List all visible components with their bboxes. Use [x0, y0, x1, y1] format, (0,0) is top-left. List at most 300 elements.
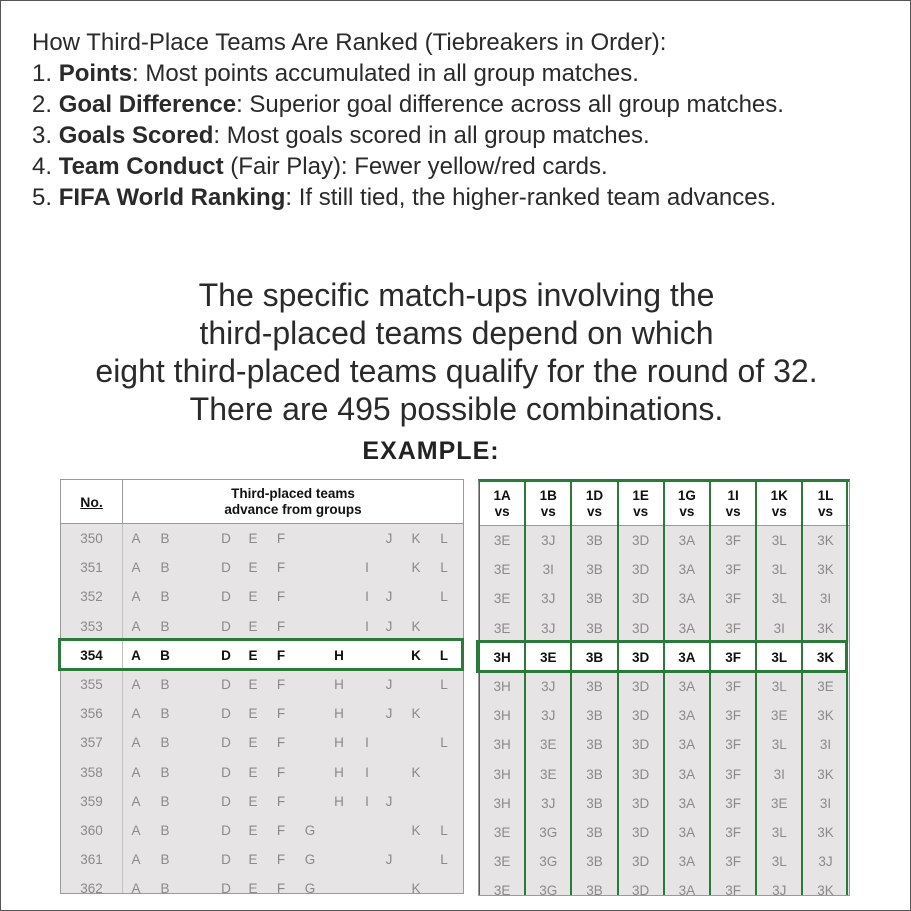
rule-4: 4. Team Conduct (Fair Play): Fewer yellow/red cards.	[32, 153, 608, 180]
group-letter: L	[440, 677, 448, 692]
matchup-cell: 3B	[586, 854, 603, 870]
group-letter: B	[160, 823, 170, 838]
group-letter: D	[221, 706, 231, 722]
table-row	[61, 699, 463, 729]
matchup-cell: 3A	[678, 533, 696, 548]
group-letter: J	[385, 531, 393, 546]
matchup-cell: 3A	[678, 854, 696, 870]
matchup-cell: 3B	[586, 737, 603, 753]
group-letter: B	[160, 589, 170, 605]
group-letter: A	[131, 706, 141, 722]
group-letter	[300, 524, 320, 553]
matchup-cell: 3A	[678, 795, 696, 811]
group-letter: E	[248, 852, 258, 868]
matchup-cell: 3E	[817, 679, 834, 694]
matchup-cell: 3B	[586, 620, 603, 636]
explanation-line: There are 495 possible combinations.	[189, 391, 724, 427]
matchup-cell: 3B	[586, 883, 603, 896]
group-letter: B	[160, 764, 170, 780]
group-letter: H	[334, 706, 344, 722]
group-letter: K	[411, 560, 421, 576]
group-letter	[183, 612, 203, 641]
matchup-cell: 3A	[678, 766, 696, 782]
matchup-cell: 3F	[725, 679, 741, 694]
matchup-cell: 3J	[818, 854, 833, 870]
matchup-cell: 3B	[586, 795, 603, 811]
matchup-cell: 3D	[632, 825, 650, 840]
column-divider	[846, 482, 848, 895]
group-letter: F	[276, 793, 286, 809]
group-letter	[379, 874, 399, 894]
group-letter: E	[248, 793, 258, 809]
group-letter: L	[439, 647, 449, 663]
row-number: 357	[80, 735, 103, 751]
group-letter: F	[276, 764, 286, 780]
matchup-column-header: 1I vs	[725, 487, 741, 519]
matchup-cell: 3H	[493, 737, 511, 753]
group-letter: A	[131, 618, 141, 634]
matchup-cell: 3F	[725, 620, 741, 636]
matchup-cell: 3L	[771, 649, 788, 665]
matchup-cell: 3L	[771, 533, 787, 548]
group-letter	[406, 787, 426, 816]
group-letter: F	[276, 852, 286, 868]
group-letter: D	[221, 618, 231, 634]
group-letter: B	[160, 881, 170, 894]
group-letter: A	[131, 735, 141, 751]
group-letter: L	[440, 735, 448, 751]
group-letter: K	[411, 706, 421, 722]
matchup-cell: 3D	[632, 737, 650, 753]
column-divider	[709, 482, 711, 895]
matchup-cell: 3J	[541, 591, 556, 607]
group-letter	[300, 758, 320, 787]
column-divider	[663, 482, 665, 895]
group-letter: D	[221, 881, 231, 894]
group-letter: F	[276, 881, 286, 894]
group-letter: G	[304, 823, 316, 838]
matchup-cell: 3E	[540, 649, 557, 665]
group-letter: I	[365, 764, 369, 780]
group-letter: J	[385, 852, 393, 868]
row-number: 354	[80, 647, 103, 663]
group-letter	[300, 728, 320, 757]
group-letter: I	[365, 560, 369, 576]
group-letter	[183, 524, 203, 553]
matchup-cell: 3L	[771, 737, 787, 753]
group-letter	[357, 524, 377, 553]
matchup-cell: 3E	[540, 766, 557, 782]
matchup-cell: 3A	[678, 649, 696, 665]
column-divider	[755, 482, 757, 895]
group-letter: B	[160, 706, 170, 722]
matchup-cell: 3D	[632, 591, 650, 607]
matchup-cell: 3I	[773, 620, 785, 636]
group-letter: F	[276, 647, 286, 663]
group-letter: A	[131, 881, 141, 894]
group-letter: E	[248, 881, 258, 894]
matchup-cell: 3B	[586, 825, 603, 840]
group-letter	[329, 612, 349, 641]
group-letter: F	[276, 706, 286, 722]
rule-5: 5. FIFA World Ranking: If still tied, the higher-ranked team advances.	[32, 184, 777, 211]
group-letter: A	[131, 560, 141, 576]
matchup-cell: 3D	[632, 708, 650, 724]
group-letter: J	[385, 793, 393, 809]
matchup-cell: 3H	[493, 649, 511, 665]
matchup-cell: 3K	[817, 708, 834, 724]
matchup-cell: 3A	[678, 620, 696, 636]
group-letter: D	[221, 793, 231, 809]
group-letter: H	[334, 735, 344, 751]
group-letter	[183, 699, 203, 728]
example-heading: EXAMPLE:	[362, 437, 500, 465]
group-letter: B	[160, 560, 170, 576]
matchup-cell: 3F	[725, 533, 741, 548]
matchup-cell: 3E	[493, 854, 511, 870]
matchup-cell: 3A	[678, 737, 696, 753]
group-letter	[406, 728, 426, 757]
matchup-cell: 3I	[819, 737, 832, 753]
group-letter: D	[221, 531, 231, 546]
group-letter: I	[365, 589, 369, 605]
matchup-cell: 3D	[632, 620, 650, 636]
matchup-cell: 3F	[725, 825, 741, 840]
row-number: 351	[80, 560, 103, 576]
row-number: 353	[80, 618, 103, 634]
group-letter: K	[411, 881, 421, 894]
matchup-cell: 3B	[586, 533, 603, 548]
group-letter	[183, 670, 203, 699]
matchup-column-header: 1L vs	[817, 487, 834, 519]
row-number: 356	[80, 706, 103, 722]
group-letter: E	[248, 618, 258, 634]
group-letter	[406, 582, 426, 611]
group-letter	[379, 758, 399, 787]
matchup-column-header: 1G vs	[677, 487, 696, 519]
matchup-cell: 3E	[771, 795, 788, 811]
group-letter	[183, 553, 203, 582]
matchup-cell: 3L	[771, 562, 787, 578]
group-letter: B	[160, 647, 170, 663]
group-letter: A	[131, 793, 141, 809]
table-row	[61, 524, 463, 554]
matchup-cell: 3H	[493, 795, 511, 811]
matchup-cell: 3J	[541, 708, 556, 724]
group-letter: B	[160, 735, 170, 751]
matchup-cell: 3I	[542, 562, 554, 578]
matchup-cell: 3E	[493, 825, 511, 840]
group-letter: F	[276, 589, 286, 605]
matchup-column-header: 1D vs	[585, 487, 604, 519]
matchup-cell: 3B	[586, 708, 603, 724]
group-letter: E	[248, 677, 258, 692]
groups-column-header: Third-placed teams advance from groups	[224, 485, 362, 517]
group-letter	[183, 816, 203, 845]
group-letter: B	[160, 852, 170, 868]
matchup-cell: 3E	[493, 562, 511, 578]
group-letter: E	[248, 647, 258, 663]
group-letter: J	[385, 706, 393, 722]
matchup-cell: 3A	[678, 708, 696, 724]
group-letter: F	[276, 677, 286, 692]
matchups-table	[478, 479, 850, 896]
group-letter: L	[440, 531, 448, 546]
group-letter: D	[221, 852, 231, 868]
matchup-column-header: 1A vs	[493, 487, 511, 519]
group-letter	[183, 582, 203, 611]
group-letter: K	[411, 823, 421, 838]
matchup-cell: 3L	[771, 825, 787, 840]
group-letter	[300, 670, 320, 699]
group-letter	[357, 699, 377, 728]
group-letter: A	[131, 677, 141, 692]
matchup-cell: 3D	[632, 795, 650, 811]
group-letter	[329, 845, 349, 874]
group-letter: E	[248, 823, 258, 838]
matchup-cell: 3E	[493, 883, 511, 896]
group-letter: L	[440, 852, 448, 868]
row-number: 350	[80, 531, 103, 546]
explanation-line: eight third-placed teams qualify for the round of 32.	[95, 353, 818, 389]
group-letter: B	[160, 531, 170, 546]
matchup-cell: 3F	[725, 562, 741, 578]
matchup-cell: 3F	[725, 854, 741, 870]
matchup-cell: 3G	[539, 883, 558, 896]
group-letter	[379, 728, 399, 757]
rules-title: How Third-Place Teams Are Ranked (Tiebreakers in Order):	[32, 29, 667, 56]
group-letter	[300, 553, 320, 582]
group-letter	[183, 787, 203, 816]
matchup-cell: 3B	[586, 591, 603, 607]
group-letter: D	[221, 589, 231, 605]
group-letter	[300, 612, 320, 641]
matchup-cell: 3D	[632, 562, 650, 578]
matchup-cell: 3L	[771, 679, 787, 694]
matchup-cell: 3B	[585, 649, 604, 665]
group-letter: A	[131, 852, 141, 868]
group-letter: D	[221, 764, 231, 780]
group-letter	[406, 845, 426, 874]
combinations-explanation	[1, 276, 911, 428]
group-letter: B	[160, 793, 170, 809]
group-letter: G	[304, 852, 316, 868]
group-letter: A	[131, 823, 141, 838]
row-number: 362	[80, 881, 103, 894]
group-letter: L	[440, 560, 448, 576]
group-letter: D	[221, 677, 231, 692]
matchup-column-header: 1K vs	[770, 487, 788, 519]
group-letter	[329, 582, 349, 611]
group-letter: I	[365, 618, 369, 634]
group-letter: H	[334, 647, 344, 663]
matchup-cell: 3J	[541, 620, 556, 636]
groups-table-header	[61, 480, 463, 524]
matchup-cell: 3E	[493, 591, 511, 607]
column-divider	[570, 482, 572, 895]
group-letter	[379, 816, 399, 845]
matchup-cell: 3E	[493, 533, 511, 548]
matchup-cell: 3D	[632, 649, 650, 665]
group-letter	[329, 816, 349, 845]
group-letter: D	[221, 560, 231, 576]
rule-1: 1. Points: Most points accumulated in all group matches.	[32, 60, 639, 87]
column-divider	[478, 482, 480, 895]
tiebreaker-rules	[32, 27, 784, 213]
group-letter: A	[131, 647, 141, 663]
group-letter	[329, 874, 349, 894]
table-row	[61, 874, 463, 894]
group-letter: A	[131, 589, 141, 605]
matchup-cell: 3I	[819, 795, 832, 811]
group-letter: F	[276, 735, 286, 751]
group-letter: B	[160, 677, 170, 692]
matchup-cell: 3A	[678, 591, 696, 607]
matchup-cell: 3J	[541, 533, 556, 548]
group-letter: K	[411, 618, 421, 634]
matchup-cell: 3K	[817, 562, 834, 578]
number-column-header: No.	[61, 480, 123, 523]
matchup-cell: 3F	[725, 766, 741, 782]
matchup-cell: 3B	[586, 766, 603, 782]
explanation-line: third-placed teams depend on which	[199, 315, 714, 351]
table-row	[61, 641, 463, 671]
column-divider	[617, 482, 619, 895]
matchup-cell: 3I	[773, 766, 785, 782]
group-letter	[357, 874, 377, 894]
matchup-cell: 3D	[632, 883, 650, 896]
matchup-cell: 3K	[817, 825, 834, 840]
group-letter	[357, 670, 377, 699]
matchup-cell: 3F	[725, 708, 741, 724]
group-letter	[434, 787, 454, 816]
matchup-cell: 3F	[725, 795, 741, 811]
matchup-cell: 3H	[493, 766, 511, 782]
group-letter	[329, 524, 349, 553]
group-letter	[183, 874, 203, 894]
matchup-cell: 3J	[772, 883, 787, 896]
group-letter	[434, 612, 454, 641]
matchup-cell: 3B	[586, 679, 603, 694]
rule-3: 3. Goals Scored: Most goals scored in all group matches.	[32, 122, 650, 149]
matchup-cell: 3F	[725, 649, 741, 665]
row-number: 359	[80, 793, 103, 809]
matchup-cell: 3F	[725, 591, 741, 607]
matchup-cell: 3K	[817, 883, 834, 896]
table-row	[61, 612, 463, 642]
matchup-cell: 3A	[678, 825, 696, 840]
group-letter: A	[131, 531, 141, 546]
group-letter: J	[385, 618, 393, 634]
table-row	[61, 758, 463, 788]
table-row	[61, 816, 463, 846]
rule-2: 2. Goal Difference: Superior goal difference across all group matches.	[32, 91, 784, 118]
group-letter	[357, 641, 377, 670]
group-letter: K	[411, 531, 421, 546]
matchup-cell: 3F	[725, 737, 741, 753]
explanation-line: The specific match-ups involving the	[198, 277, 715, 313]
matchup-cell: 3I	[819, 591, 832, 607]
group-letter: J	[385, 677, 393, 692]
matchup-cell: 3K	[816, 649, 835, 665]
group-letter: F	[276, 618, 286, 634]
matchup-cell: 3K	[817, 620, 834, 636]
group-letter: E	[248, 589, 258, 605]
table-row	[61, 845, 463, 875]
group-letter: D	[221, 823, 231, 838]
row-number: 361	[80, 852, 103, 868]
group-letter: H	[334, 793, 344, 809]
group-letter: L	[440, 589, 448, 605]
group-letter: K	[411, 647, 421, 663]
matchup-column-header: 1B vs	[539, 487, 557, 519]
column-divider	[524, 482, 526, 895]
matchup-cell: 3D	[632, 533, 650, 548]
group-letter: F	[276, 531, 286, 546]
group-letter: F	[276, 823, 286, 838]
group-letter: J	[385, 589, 393, 605]
group-letter	[406, 670, 426, 699]
group-letter	[183, 845, 203, 874]
table-row	[61, 670, 463, 700]
group-letter	[379, 641, 399, 670]
group-letter	[300, 699, 320, 728]
matchup-cell: 3J	[541, 679, 556, 694]
matchup-cell: 3A	[678, 679, 696, 694]
table-row	[61, 553, 463, 583]
group-letter	[434, 699, 454, 728]
group-letter	[434, 758, 454, 787]
row-number: 352	[80, 589, 103, 605]
row-number: 358	[80, 764, 103, 780]
table-row	[61, 582, 463, 612]
group-letter: E	[248, 764, 258, 780]
group-letter: L	[440, 823, 448, 838]
group-letter: B	[160, 618, 170, 634]
matchup-cell: 3K	[817, 533, 834, 548]
matchup-cell: 3L	[771, 854, 787, 870]
group-letter: E	[248, 531, 258, 546]
matchup-cell: 3A	[678, 562, 696, 578]
group-letter	[183, 641, 203, 670]
group-letter	[434, 874, 454, 894]
group-letter	[329, 553, 349, 582]
group-letter: I	[365, 793, 369, 809]
matchup-cell: 3D	[632, 854, 650, 870]
table-row	[61, 787, 463, 817]
group-letter	[357, 845, 377, 874]
row-number: 360	[80, 823, 103, 838]
group-letter: A	[131, 764, 141, 780]
matchup-cell: 3J	[541, 795, 556, 811]
matchup-cell: 3E	[493, 620, 511, 636]
matchup-cell: 3L	[771, 591, 787, 607]
group-letter: H	[334, 677, 344, 692]
matchup-cell: 3G	[539, 854, 558, 870]
column-divider	[801, 482, 803, 895]
group-letter	[357, 816, 377, 845]
matchup-cell: 3G	[539, 825, 558, 840]
table-row	[61, 728, 463, 758]
group-letter: F	[276, 560, 286, 576]
group-letter: G	[304, 881, 316, 894]
matchup-cell: 3B	[586, 562, 603, 578]
matchup-cell: 3E	[771, 708, 788, 724]
matchup-cell: 3H	[493, 679, 511, 694]
matchup-cell: 3A	[678, 883, 696, 896]
group-letter	[183, 728, 203, 757]
group-letter	[300, 582, 320, 611]
